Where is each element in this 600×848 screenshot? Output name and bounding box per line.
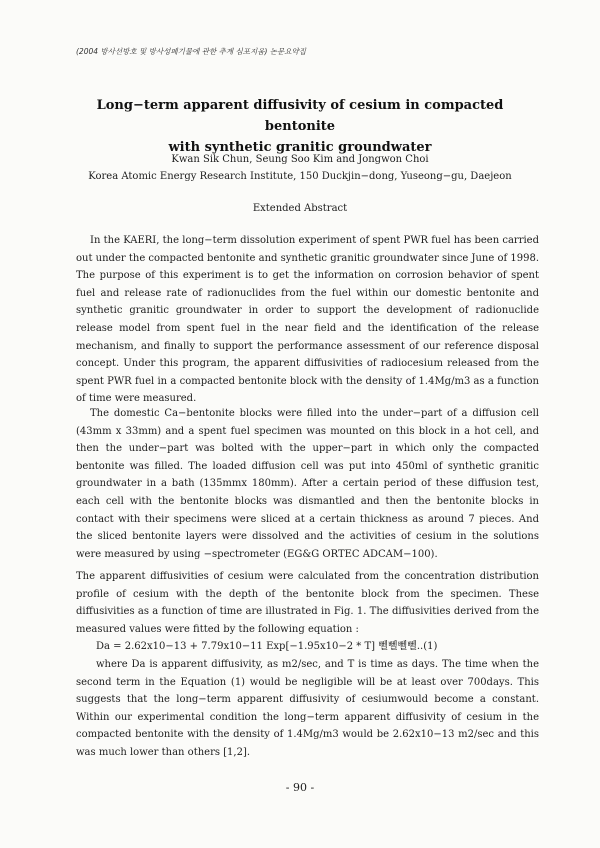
running-head: (2004 방사선방호 및 방사성폐기물에 관한 추계 심포지움) 논문요약집 bbox=[76, 47, 306, 56]
paragraph-method: The domestic Ca−bentonite blocks were filled into the under−part of a diffusion cell (43mm x 33mm) and a spent fuel specimen was mounted on this block in a hot cell, and then the under−part was bolted with the upper−part in which only the compacted bentonite was filled. The loaded diffusion cell was put into 450ml of synthetic granitic groundwater in a bath (135mmx 180mm). After a certain period of these diffusion test, each cell with the bentonite blocks was dismantled and then the bentonite blocks in contact with their specimens were sliced at a certain thickness as around 7 pieces. And the sliced bentonite layers were dissolved and the activities of cesium in the solutions were measured by using −spectrometer (EG&G ORTEC ADCAM−100). bbox=[76, 408, 539, 560]
affiliation: Korea Atomic Energy Research Institute, 150 Duckjin−dong, Yuseong−gu, Daejeon bbox=[88, 171, 512, 182]
results-conclusion: where Da is apparent diffusivity, as m2/sec, and T is time as days. The time when the second term in the Equation (1) would be negligible will be at least over 700days. This suggests that the long−term apparent diffusivity of cesiumwould become a constant. Within our experimental condition the long−term apparent diffusivity of cesium in the compacted bentonite with the density of 1.4Mg/m3 would be 2.62x10−13 m2/sec and this was much lower than others [1,2]. bbox=[76, 658, 539, 758]
equation: Da = 2.62x10−13 + 7.79x10−11 Exp[−1.95x10−2 * T] 뻴뻴뻴뻴..(1) bbox=[96, 641, 438, 653]
paragraph-results bbox=[76, 568, 539, 762]
title-line-2: with synthetic granitic groundwater bbox=[168, 140, 432, 155]
page-number: - 90 - bbox=[285, 781, 315, 794]
section-label: Extended Abstract bbox=[252, 203, 348, 214]
title-line-1: Long−term apparent diffusivity of cesium in compacted bentonite bbox=[96, 98, 504, 134]
paragraph-introduction: In the KAERI, the long−term dissolution experiment of spent PWR fuel has been carried out under the compacted bentonite and synthetic granitic groundwater since June of 1998. The purpose of this experiment is to get the information on corrosion behavior of spent fuel and release rate of radionuclides from the fuel within our domestic bentonite and synthetic granitic groundwater in order to support the development of radionuclide release model from spent fuel in the near field and the identification of the release mechanism, and finally to support the performance assessment of our reference disposal concept. Under this program, the apparent diffusivities of radiocesium released from the spent PWR fuel in a compacted bentonite block with the density of 1.4Mg/m3 as a function of time were measured. bbox=[76, 235, 539, 405]
results-text: The apparent diffusivities of cesium were calculated from the concentration distribution profile of cesium with the depth of the bentonite block from the specimen. These diffusivities as a function of time are illustrated in Fig. 1. The diffusivities derived from the measured values were fitted by the following equation : bbox=[76, 571, 539, 635]
authors: Kwan Sik Chun, Seung Soo Kim and Jongwon Choi bbox=[171, 154, 429, 165]
paper-title bbox=[60, 95, 540, 158]
